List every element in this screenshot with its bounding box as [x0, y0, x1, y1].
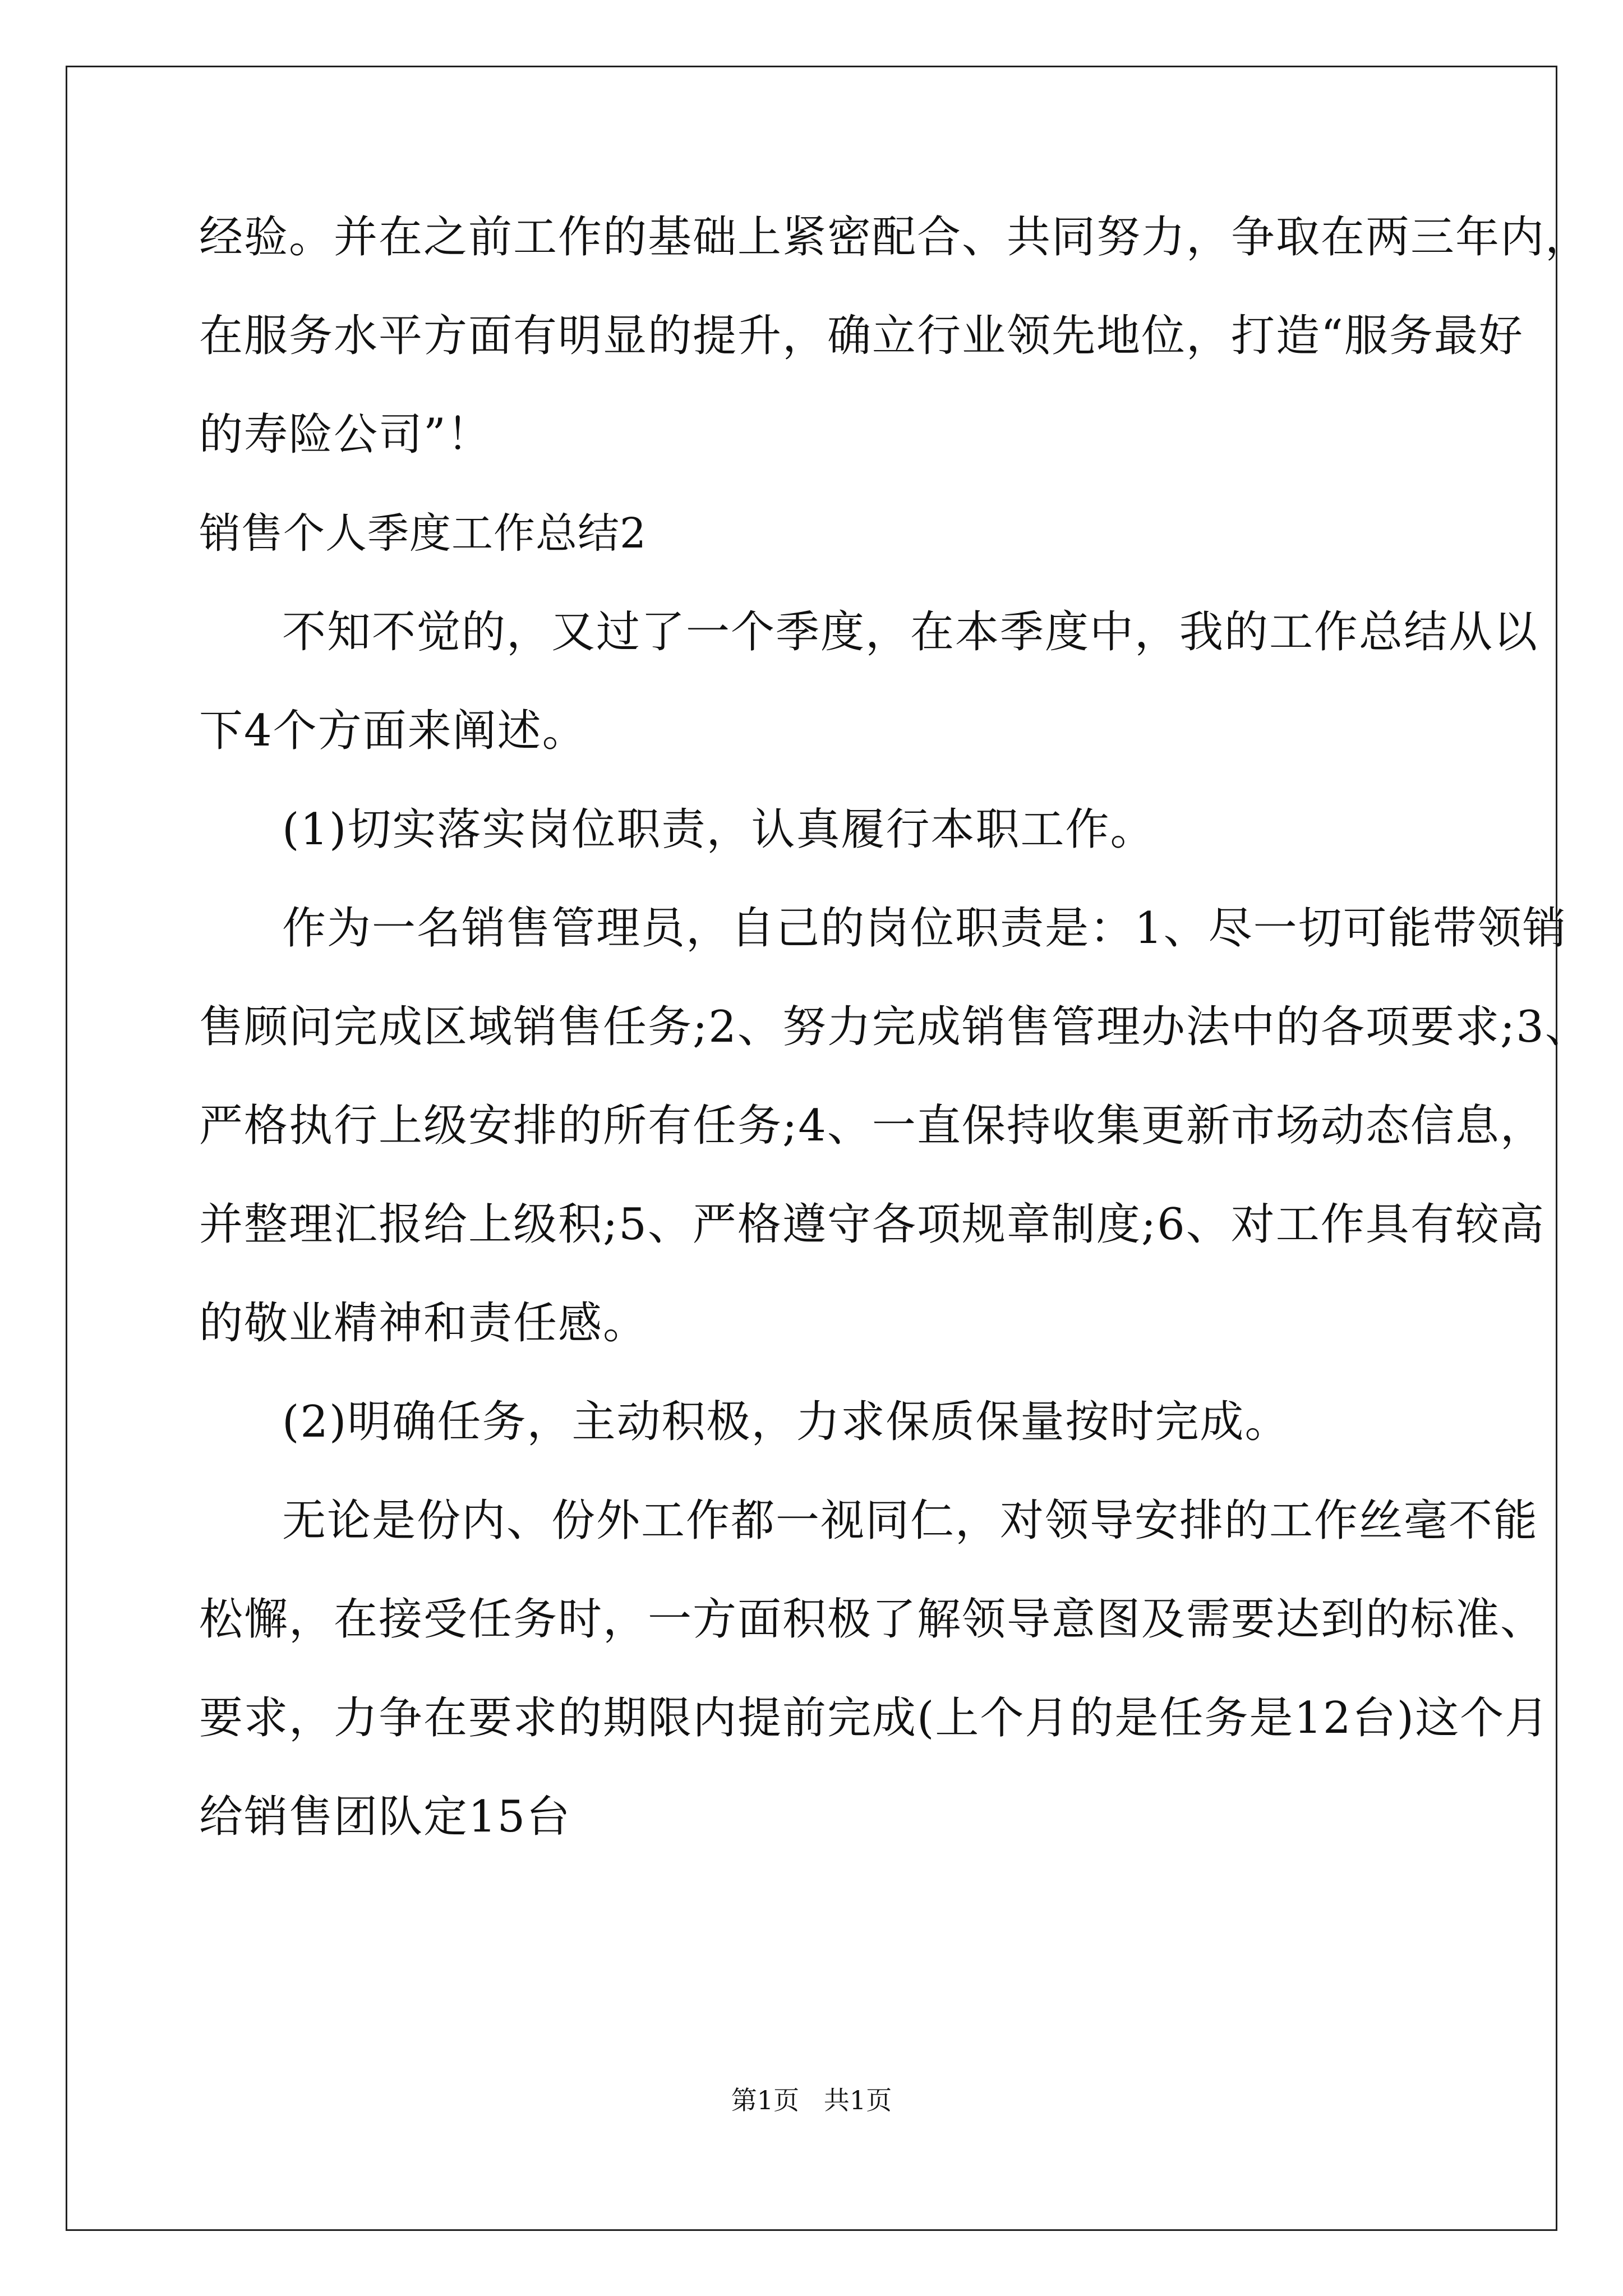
paragraph-line: 售顾问完成区域销售任务;2、努力完成销售管理办法中的各项要求;3、 [199, 1002, 1590, 1052]
paragraph-line: 并整理汇报给上级积;5、严格遵守各项规章制度;6、对工作具有较高 [199, 1199, 1545, 1250]
page-footer: 第1页 共1页 [731, 2085, 892, 2115]
paragraph-line: 的寿险公司”！ [199, 409, 492, 460]
paragraph-line: 给销售团队定15台 [199, 1792, 571, 1842]
paragraph-line: 下4个方面来阐述。 [199, 706, 587, 756]
paragraph-line: 不知不觉的，又过了一个季度，在本季度中，我的工作总结从以 [282, 607, 1539, 657]
paragraph-line: 严格执行上级安排的所有任务;4、一直保持收集更新市场动态信息， [199, 1101, 1545, 1151]
paragraph-line: 作为一名销售管理员，自己的岗位职责是：1、尽一切可能带领销 [282, 903, 1567, 954]
paragraph-line: 的敬业精神和责任感。 [199, 1298, 648, 1349]
paragraph-line: 无论是份内、份外工作都一视同仁，对领导安排的工作丝毫不能 [282, 1496, 1539, 1546]
paragraph-line: 要求，力争在要求的期限内提前完成(上个月的是任务是12台)这个月 [199, 1693, 1550, 1743]
paragraph-line: 松懈，在接受任务时，一方面积极了解领导意图及需要达到的标准、 [199, 1594, 1546, 1645]
paragraph-line: 在服务水平方面有明显的提升，确立行业领先地位，打造“服务最好 [199, 311, 1524, 361]
section-heading: 销售个人季度工作总结2 [199, 509, 647, 558]
paragraph-line: (1)切实落实岗位职责，认真履行本职工作。 [282, 804, 1155, 855]
paragraph-line: 经验。并在之前工作的基础上紧密配合、共同努力，争取在两三年内， [199, 212, 1590, 263]
paragraph-line: (2)明确任务，主动积极，力求保质保量按时完成。 [282, 1397, 1290, 1447]
